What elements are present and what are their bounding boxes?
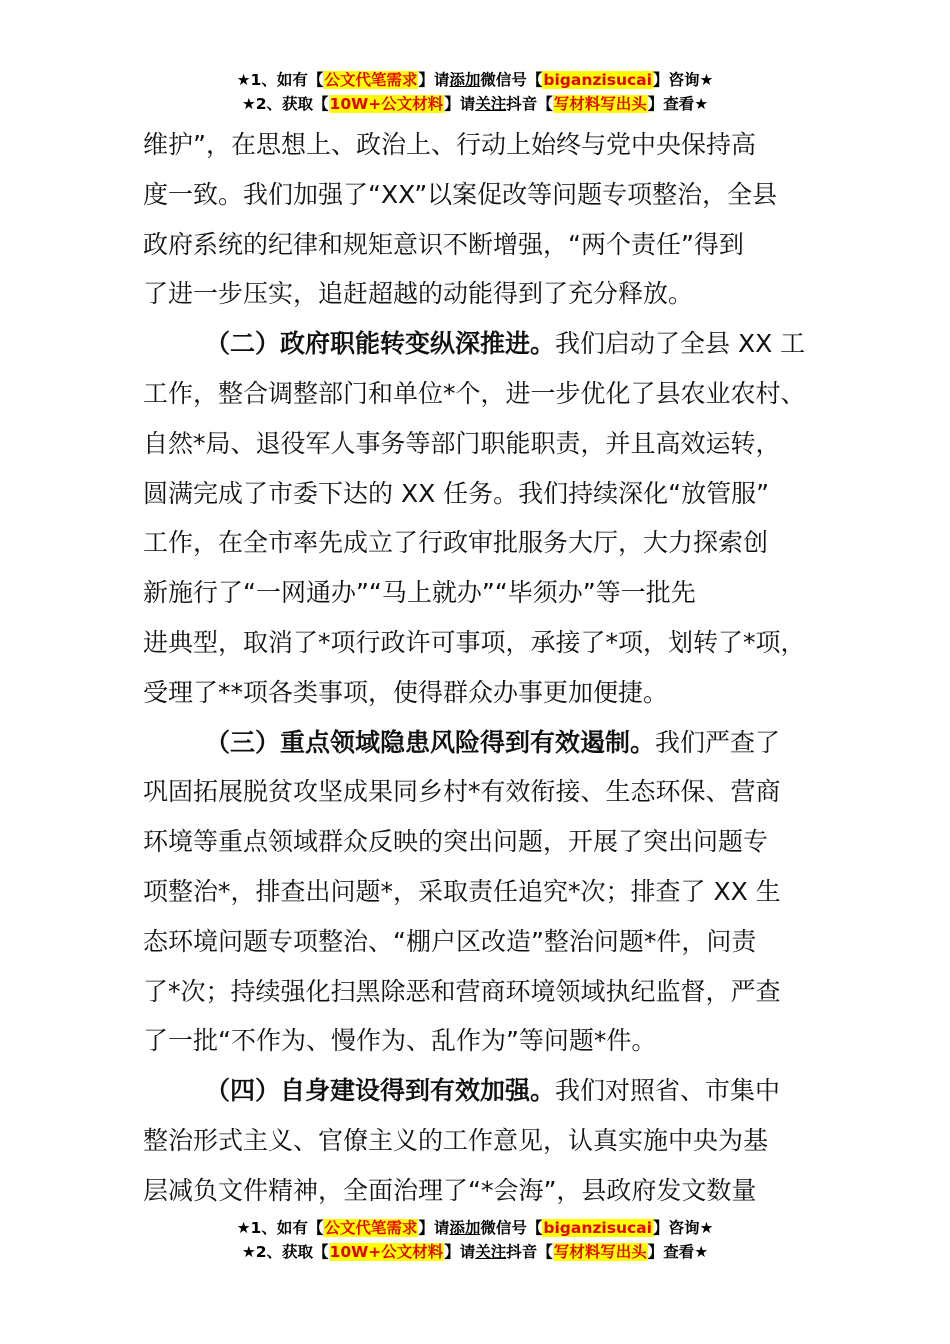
promo-text: 微信号【 — [480, 1219, 543, 1237]
section-2-first-line — [143, 319, 833, 369]
promo-text: 】请 — [418, 71, 450, 89]
promo-highlight: 10W+公文材料 — [329, 1243, 444, 1261]
section-heading: （三）重点领域隐患风险得到有效遏制。 — [205, 727, 656, 757]
promo-highlight: 公文代笔需求 — [324, 71, 418, 89]
promo-text: 】咨询★ — [652, 71, 714, 89]
body-line: 环境等重点领域群众反映的突出问题，开展了突出问题专 — [143, 827, 769, 857]
promo-text: 微信号【 — [480, 71, 543, 89]
section-text: 我们启动了全县 XX 工 — [555, 329, 806, 359]
body-line: 政府系统的纪律和规矩意识不断增强，“两个责任”得到 — [143, 229, 744, 259]
section-heading: （四）自身建设得到有效加强。 — [205, 1076, 556, 1106]
promo-underline: 添加 — [449, 1219, 481, 1237]
body-line: 工作，在全市率先成立了行政审批服务大厅，大力探索创 — [143, 528, 769, 558]
wechat-id-highlight: biganzisucai — [543, 71, 652, 89]
section-3-first-line — [143, 718, 833, 768]
promo-line-2 — [0, 1240, 950, 1264]
promo-line-1 — [0, 1216, 950, 1240]
body-line: 态环境问题专项整治、“棚户区改造”整治问题*件，问责 — [143, 926, 757, 956]
body-line: 层减负文件精神，全面治理了“*会海”，县政府发文数量 — [143, 1175, 757, 1205]
promo-banner-top — [0, 68, 950, 116]
body-line: 新施行了“一网通办”“马上就办”“毕须办”等一批先 — [143, 578, 696, 608]
promo-highlight: 公文代笔需求 — [324, 1219, 418, 1237]
promo-text: 】请 — [418, 1219, 450, 1237]
douyin-id-highlight: 写材料写出头 — [553, 95, 647, 113]
promo-text: 】请 — [444, 95, 476, 113]
promo-text: 】请 — [444, 1243, 476, 1261]
section-text: 我们严查了 — [655, 727, 781, 757]
douyin-id-highlight: 写材料写出头 — [553, 1243, 647, 1261]
promo-text: 抖音【 — [506, 1243, 553, 1261]
body-line: 了*次；持续强化扫黑除恶和营商环境领域执纪监督，严查 — [143, 976, 781, 1006]
promo-text: 抖音【 — [506, 95, 553, 113]
promo-text: 】查看★ — [647, 95, 709, 113]
body-line: 整治形式主义、官僚主义的工作意见，认真实施中央为基 — [143, 1125, 769, 1155]
promo-underline: 关注 — [475, 95, 507, 113]
promo-underline: 添加 — [449, 71, 481, 89]
body-line: 了进一步压实，追赶超越的动能得到了充分释放。 — [143, 279, 694, 309]
wechat-id-highlight: biganzisucai — [543, 1219, 652, 1237]
body-line: 自然*局、退役军人事务等部门职能职责，并且高效运转， — [143, 428, 781, 458]
section-text: 我们对照省、市集中 — [555, 1076, 781, 1106]
body-line: 维护”，在思想上、政治上、行动上始终与党中央保持高 — [143, 130, 756, 159]
body-line: 受理了**项各类事项，使得群众办事更加便捷。 — [143, 677, 669, 707]
promo-line-1 — [0, 68, 950, 92]
section-heading: （二）政府职能转变纵深推进。 — [205, 329, 556, 359]
promo-text: ★2、获取【 — [241, 95, 329, 113]
body-line: 巩固拓展脱贫攻坚成果同乡村*有效衔接、生态环保、营商 — [143, 777, 781, 807]
promo-line-2 — [0, 92, 950, 116]
promo-highlight: 10W+公文材料 — [329, 95, 444, 113]
body-line: 度一致。我们加强了“XX”以案促改等问题专项整治，全县 — [143, 179, 778, 209]
promo-text: ★1、如有【 — [236, 71, 324, 89]
section-4-first-line — [143, 1066, 833, 1116]
promo-underline: 关注 — [475, 1243, 507, 1261]
body-line: 进典型，取消了*项行政许可事项，承接了*项，划转了*项， — [143, 627, 806, 657]
promo-text: 】查看★ — [647, 1243, 709, 1261]
body-line: 工作，整合调整部门和单位*个，进一步优化了县农业农村、 — [143, 378, 806, 408]
document-body — [143, 120, 833, 1216]
promo-banner-bottom — [0, 1216, 950, 1264]
promo-text: ★2、获取【 — [241, 1243, 329, 1261]
body-line: 项整治*，排查出问题*，采取责任追究*次；排查了 XX 生 — [143, 876, 781, 906]
body-line: 圆满完成了市委下达的 XX 任务。我们持续深化“放管服” — [143, 478, 770, 508]
promo-text: ★1、如有【 — [236, 1219, 324, 1237]
body-line: 了一批“不作为、慢作为、乱作为”等问题*件。 — [143, 1026, 657, 1056]
promo-text: 】咨询★ — [652, 1219, 714, 1237]
